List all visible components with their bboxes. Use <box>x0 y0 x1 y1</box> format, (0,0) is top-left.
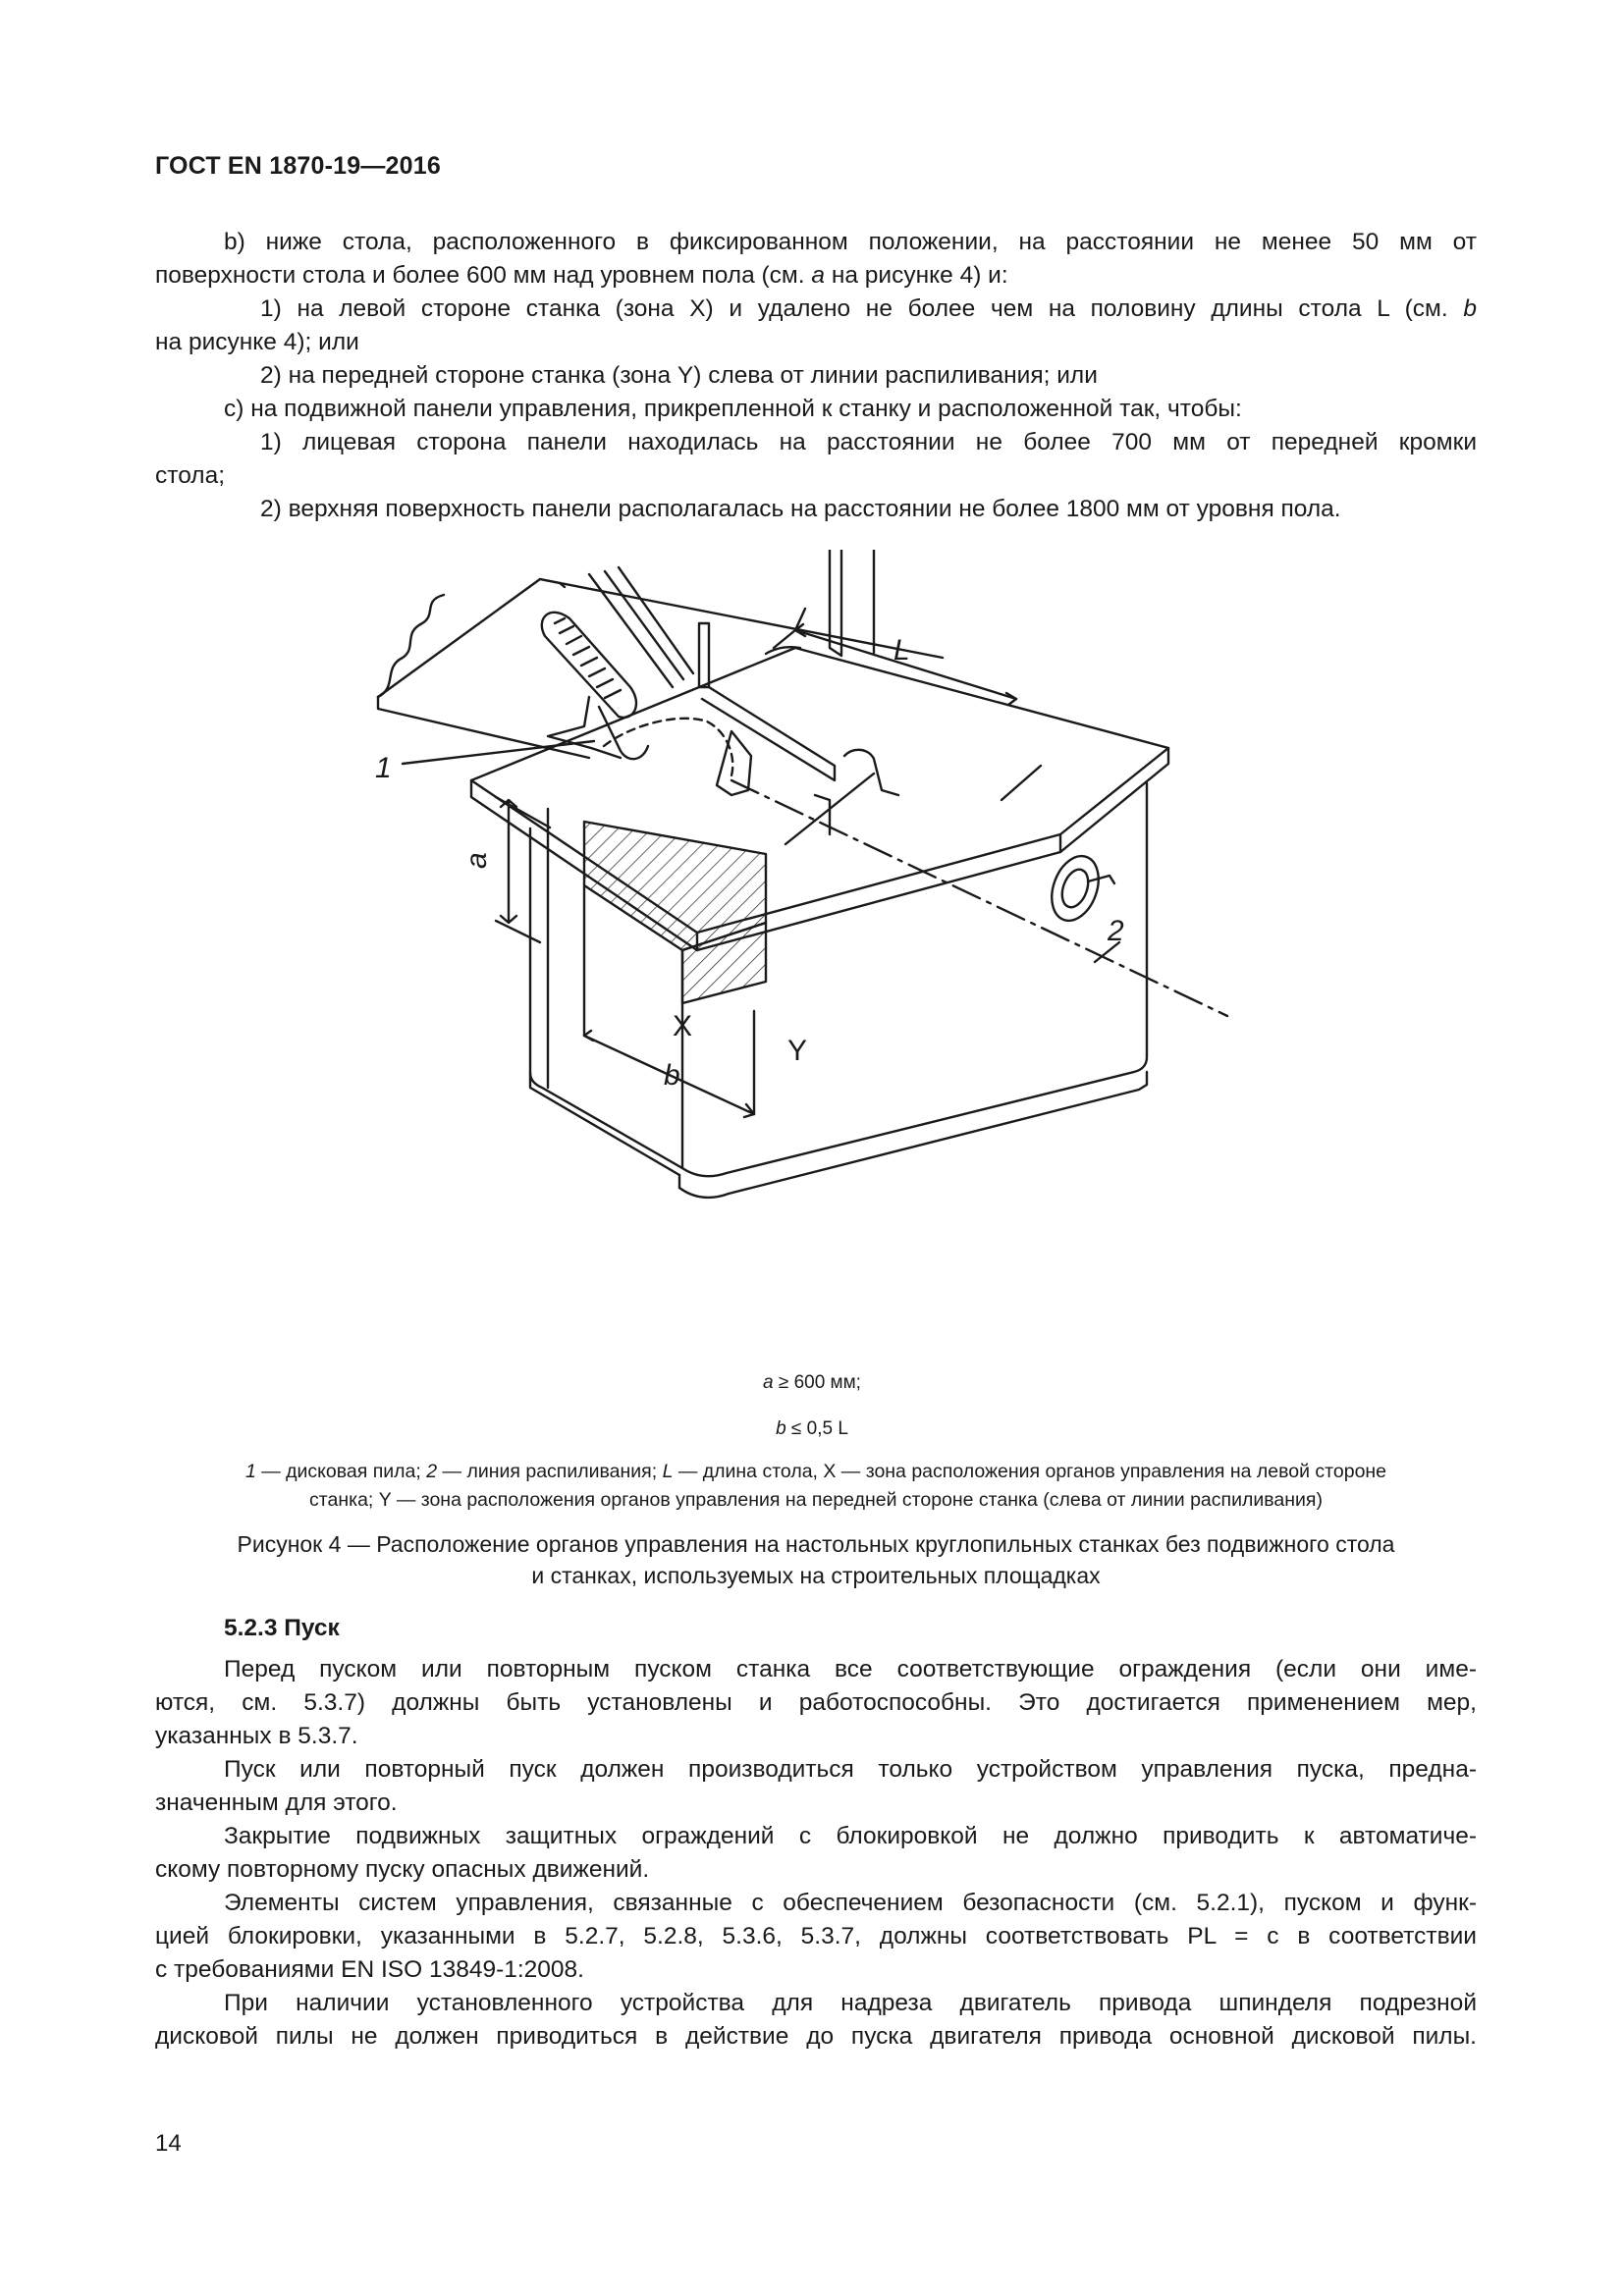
label-saw-blade: 1 <box>375 752 392 784</box>
label-dim-a: a <box>460 852 493 869</box>
section-body <box>155 1653 1477 2054</box>
cutting-line <box>731 780 1227 1016</box>
section-title: 5.2.3 Пуск <box>224 1615 340 1641</box>
item-b1-line2: на рисунке 4); или <box>155 329 359 355</box>
table-top <box>471 648 1168 933</box>
caption-line2: и станках, используемых на строительных площадках <box>531 1563 1101 1588</box>
requirements-list <box>155 226 1477 526</box>
saw-bench-drawing <box>363 550 1286 1335</box>
item-c1-line2: стола; <box>155 462 226 489</box>
para3-line2: скому повторному пуску опасных движений. <box>155 1856 650 1883</box>
para5-line2: дисковой пилы не должен приводиться в действие до пуска двигателя привода основной дисковой пилы. <box>155 2023 1477 2050</box>
label-cutting-line: 2 <box>1108 915 1124 947</box>
document-header: ГОСТ EN 1870-19—2016 <box>155 152 441 180</box>
figure-legend <box>155 1458 1477 1515</box>
para1-line1: Перед пуском или повторным пуском станка все соответствующие ограждения (если они име- <box>224 1656 1477 1682</box>
para4-line2: цией блокировки, указанными в 5.2.7, 5.2.8, 5.3.6, 5.3.7, должны соответствовать PL = c в соответствии <box>155 1923 1477 1949</box>
page-number: 14 <box>155 2130 182 2157</box>
figure-4 <box>363 550 1286 1335</box>
handwheel <box>1044 850 1108 928</box>
item-c2: 2) верхняя поверхность панели располагалась на расстоянии не более 1800 мм от уровня пола. <box>260 496 1341 522</box>
para4-line3: с требованиями EN ISO 13849-1:2008. <box>155 1956 584 1983</box>
para1-line3: указанных в 5.3.7. <box>155 1723 358 1749</box>
legend-line2: станка; Y — зона расположения органов управления на передней стороне станка (слева от линии распиливания) <box>309 1489 1323 1511</box>
para2-line2: значенным для этого. <box>155 1789 398 1816</box>
para1-line2: ются, см. 5.3.7) должны быть установлены и работоспособны. Это достигается применением мер, <box>155 1689 1477 1716</box>
item-c1-line1: 1) лицевая сторона панели находилась на расстоянии не более 700 мм от передней кромки <box>260 429 1477 455</box>
para4-line1: Элементы систем управления, связанные с обеспечением безопасности (см. 5.2.1), пуском и функ- <box>224 1890 1477 1916</box>
legend-line1: 1 — дисковая пила; 2 — линия распиливания; L — длина стола, X — зона расположения органов управления на левой стороне <box>244 1461 1387 1482</box>
item-b-line1: b) ниже стола, расположенного в фиксированном положении, на расстоянии не менее 50 мм от <box>224 229 1477 255</box>
label-zone-x: X <box>673 1010 693 1042</box>
item-c: c) на подвижной панели управления, прикрепленной к станку и расположенной так, чтобы: <box>224 396 1242 422</box>
figure-caption <box>155 1528 1477 1591</box>
para3-line1: Закрытие подвижных защитных ограждений с блокировкой не должно приводить к автоматиче- <box>224 1823 1477 1849</box>
label-dim-b: b <box>664 1059 680 1092</box>
formula-b: b ≤ 0,5 L <box>776 1418 848 1439</box>
saw-blade-hidden <box>604 719 732 775</box>
item-b1-line1: 1) на левой стороне станка (зона X) и удалено не более чем на половину длины стола L (см. b <box>260 295 1477 322</box>
item-b2: 2) на передней стороне станка (зона Y) слева от линии распиливания; или <box>260 362 1098 389</box>
label-zone-y: Y <box>787 1035 808 1067</box>
label-table-length: L <box>893 634 910 667</box>
para2-line1: Пуск или повторный пуск должен производиться только устройством управления пуска, предна- <box>224 1756 1477 1783</box>
formula-a: a ≥ 600 мм; <box>763 1372 861 1393</box>
caption-line1: Рисунок 4 — Расположение органов управления на настольных круглопильных станках без подвижного стола <box>237 1531 1395 1557</box>
item-b-line2: поверхности стола и более 600 мм над уровнем пола (см. a на рисунке 4) и: <box>155 262 1008 289</box>
para5-line1: При наличии установленного устройства для надреза двигатель привода шпинделя подрезной <box>224 1990 1477 2016</box>
workpiece-edge <box>378 579 560 697</box>
